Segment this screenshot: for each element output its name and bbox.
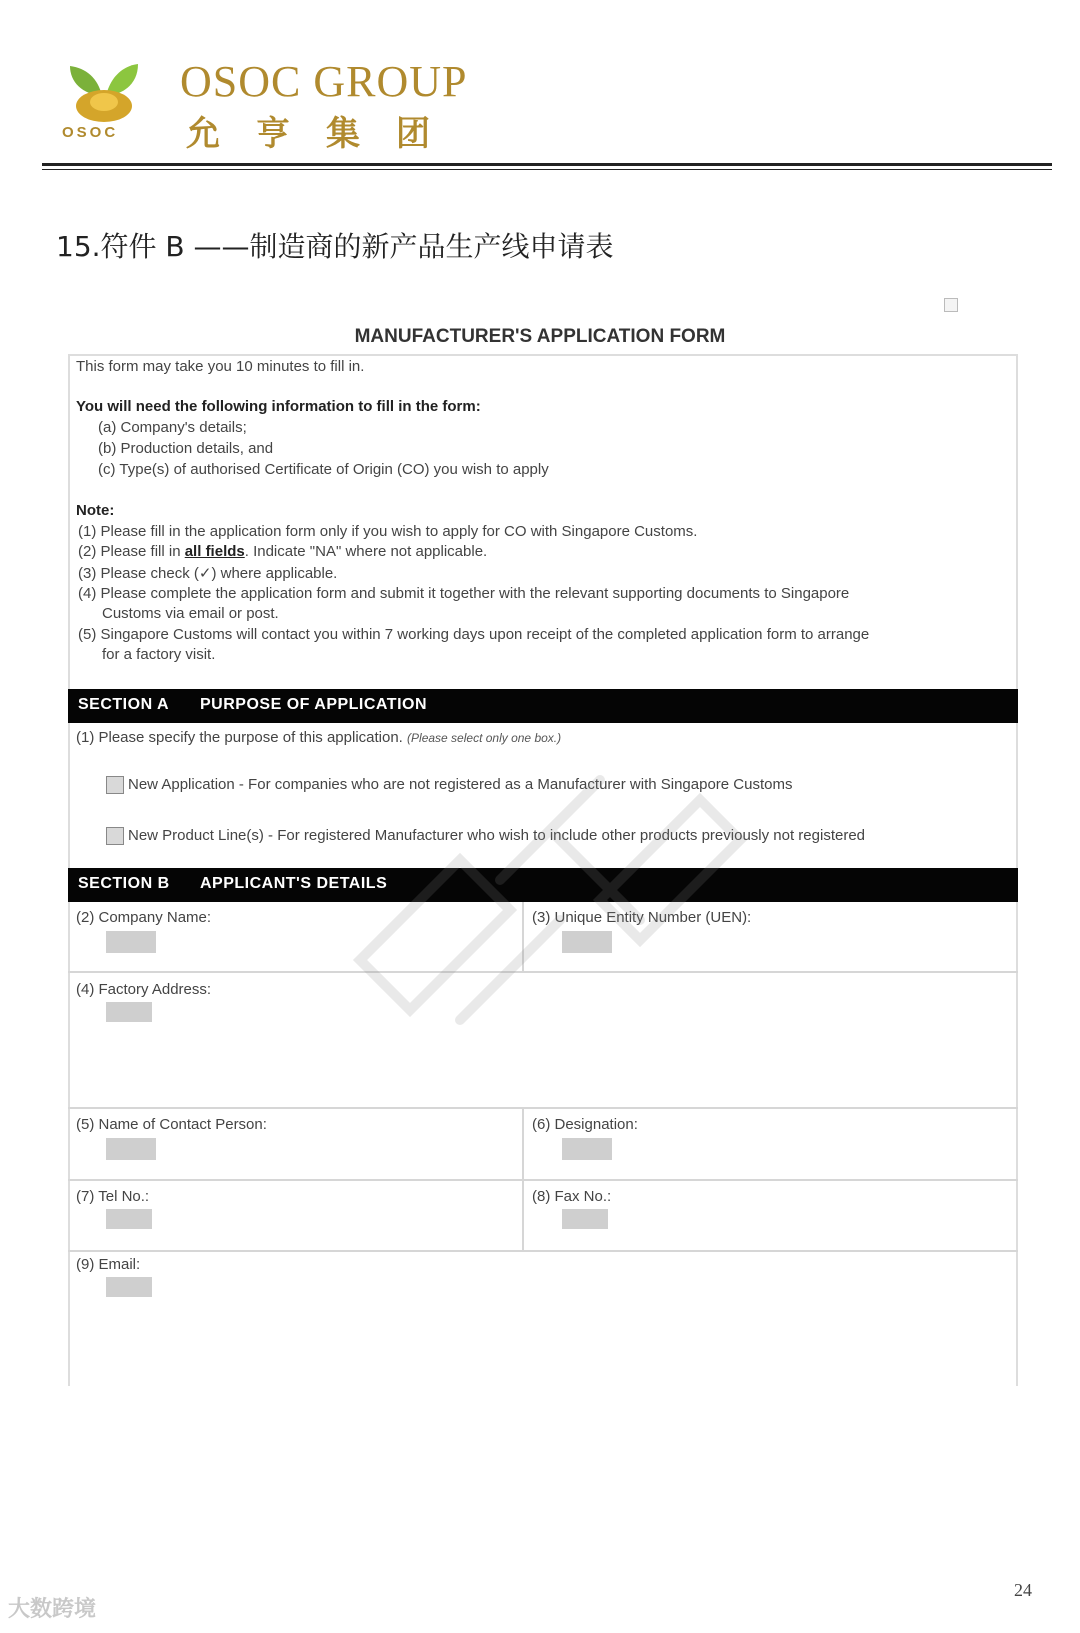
corner-checkbox-icon [944, 298, 958, 312]
divider-h-2 [68, 1107, 1018, 1109]
note-2 [78, 543, 487, 560]
contact-person-input[interactable] [106, 1138, 156, 1160]
need-item-a: (a) Company's details; [98, 419, 247, 436]
form-intro: This form may take you 10 minutes to fill in. [76, 358, 365, 375]
header-rule-thick [42, 163, 1052, 166]
tel-input[interactable] [106, 1209, 152, 1229]
new-product-line-checkbox[interactable] [106, 827, 124, 845]
divider-h-4 [68, 1250, 1018, 1252]
note-heading: Note: [76, 502, 115, 519]
note-2-post: . Indicate "NA" where not applicable. [244, 543, 488, 560]
footer-brand: 大数跨境 [8, 1596, 97, 1621]
factory-address-input[interactable] [106, 1002, 152, 1022]
note-3: (3) Please check (✓) where applicable. [78, 565, 338, 582]
page-number: 24 [1014, 1580, 1032, 1600]
brand-name-cn: 允亨集团 [186, 114, 466, 154]
fax-input[interactable] [562, 1209, 608, 1229]
note-2-emphasis: all fields [184, 543, 245, 560]
section-a-header [68, 689, 1018, 723]
need-item-c: (c) Type(s) of authorised Certificate of Origin (CO) you wish to apply [98, 461, 549, 478]
note-1: (1) Please fill in the application form only if you wish to apply for CO with Singapore Customs. [78, 523, 698, 540]
divider-h-3 [68, 1179, 1018, 1181]
designation-input[interactable] [562, 1138, 612, 1160]
section-b-label: SECTION B [78, 875, 170, 892]
option-new-application: New Application - For companies who are not registered as a Manufacturer with Singapore Customs [128, 776, 793, 793]
section-a-label: SECTION A [78, 696, 170, 713]
question-1-text: (1) Please specify the purpose of this application. [76, 729, 403, 746]
factory-address-label: (4) Factory Address: [76, 981, 212, 998]
question-1-hint: (Please select only one box.) [407, 731, 562, 745]
need-heading: You will need the following information to fill in the form: [76, 398, 481, 415]
company-name-label: (2) Company Name: [76, 909, 212, 926]
uen-label: (3) Unique Entity Number (UEN): [532, 909, 752, 926]
tel-label: (7) Tel No.: [76, 1188, 150, 1205]
new-application-checkbox[interactable] [106, 776, 124, 794]
watermark-icon [340, 720, 760, 1040]
note-5b: for a factory visit. [102, 646, 216, 663]
company-name-input[interactable] [106, 931, 156, 953]
fax-label: (8) Fax No.: [532, 1188, 612, 1205]
section-a-title: PURPOSE OF APPLICATION [200, 696, 428, 713]
note-4a: (4) Please complete the application form and submit it together with the relevant supporting documents to Singapore [78, 585, 850, 602]
section-b-title: APPLICANT'S DETAILS [200, 875, 388, 892]
note-2-pre: (2) Please fill in [78, 543, 185, 560]
page-heading: 15.符件 B ——制造商的新产品生产线申请表 [56, 230, 614, 263]
contact-person-label: (5) Name of Contact Person: [76, 1116, 267, 1133]
option-new-product-line: New Product Line(s) - For registered Manufacturer who wish to include other products previously not registered [128, 827, 866, 844]
email-label: (9) Email: [76, 1256, 141, 1273]
email-input[interactable] [106, 1277, 152, 1297]
brand-name-en: OSOC GROUP [180, 57, 468, 106]
form-title: MANUFACTURER'S APPLICATION FORM [354, 326, 726, 347]
note-5a: (5) Singapore Customs will contact you within 7 working days upon receipt of the completed application form to arrange [78, 626, 870, 643]
designation-label: (6) Designation: [532, 1116, 638, 1133]
logo-wordmark: OSOC [62, 124, 119, 141]
need-item-b: (b) Production details, and [98, 440, 274, 457]
note-4b: Customs via email or post. [102, 605, 279, 622]
header-rule-thin [42, 169, 1052, 170]
